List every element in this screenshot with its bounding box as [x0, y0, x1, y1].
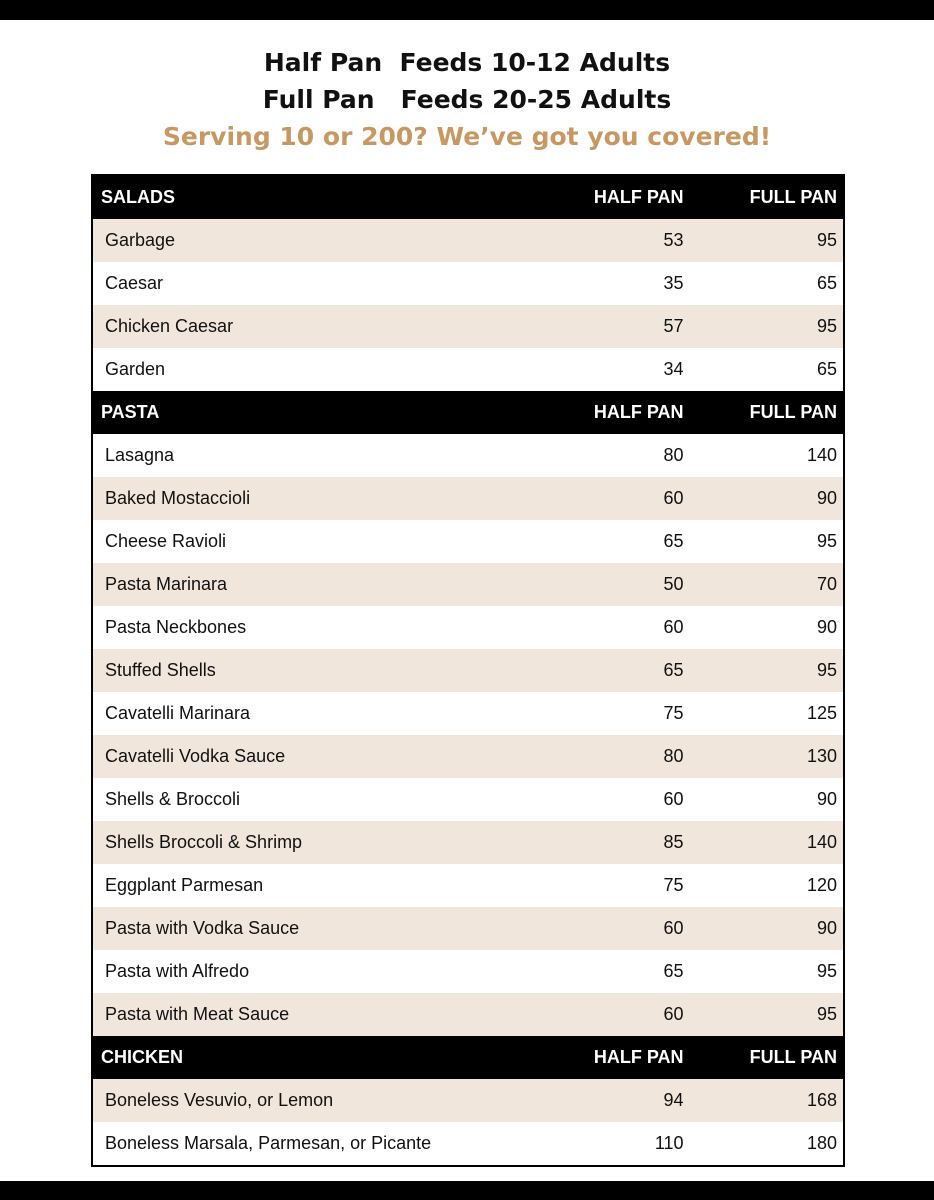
- full-pan-price: 90: [684, 477, 844, 520]
- full-pan-price: 130: [684, 735, 844, 778]
- item-name: Chicken Caesar: [92, 305, 553, 348]
- full-pan-price: 65: [816, 359, 837, 379]
- item-name: Pasta Neckbones: [105, 617, 247, 637]
- menu-row: [92, 993, 844, 1036]
- section-title: SALADS: [92, 175, 553, 219]
- catering-menu-table: [91, 174, 845, 1167]
- menu-row: [92, 262, 844, 305]
- section-header-salads: [92, 175, 844, 219]
- tagline: Serving 10 or 200? We’ve got you covered!: [162, 122, 772, 151]
- half-pan-feeds-text: Half Pan Feeds 10-12 Adults: [263, 48, 671, 77]
- item-name: Eggplant Parmesan: [105, 875, 264, 895]
- half-pan-column-header: HALF PAN: [553, 175, 683, 219]
- menu-row: [92, 864, 844, 907]
- full-pan-price: 120: [806, 875, 837, 895]
- half-pan-price: 80: [663, 445, 684, 465]
- full-pan-price: 125: [806, 703, 837, 723]
- half-pan-price: 75: [663, 703, 684, 723]
- full-pan-price: 95: [684, 993, 844, 1036]
- full-pan-column-header: FULL PAN: [684, 391, 844, 434]
- menu-row: [92, 778, 844, 821]
- half-pan-price: 50: [553, 563, 683, 606]
- item-name: Stuffed Shells: [92, 649, 553, 692]
- item-name: Cavatelli Vodka Sauce: [92, 735, 553, 778]
- menu-row: [92, 692, 844, 735]
- menu-heading: [0, 44, 934, 155]
- full-pan-price: 95: [684, 649, 844, 692]
- half-pan-price: 60: [553, 477, 683, 520]
- full-pan-price: 65: [816, 273, 837, 293]
- half-pan-price: 60: [663, 617, 684, 637]
- half-pan-column-header: HALF PAN: [553, 391, 683, 434]
- full-pan-price: 140: [684, 821, 844, 864]
- item-name: Boneless Vesuvio, or Lemon: [92, 1079, 553, 1122]
- menu-row: [92, 1079, 844, 1122]
- item-name: Pasta with Vodka Sauce: [92, 907, 553, 950]
- menu-row: [92, 348, 844, 391]
- item-name: Lasagna: [105, 445, 175, 465]
- half-pan-price: 34: [663, 359, 684, 379]
- full-pan-price: 140: [806, 445, 837, 465]
- half-pan-price: 57: [553, 305, 683, 348]
- item-name: Garbage: [92, 219, 553, 262]
- section-title: CHICKEN: [92, 1036, 553, 1079]
- full-pan-price: 70: [684, 563, 844, 606]
- menu-row: [92, 477, 844, 520]
- full-pan-price: 95: [816, 531, 837, 551]
- half-pan-price: 35: [663, 273, 684, 293]
- half-pan-column-header: HALF PAN: [553, 1036, 683, 1079]
- item-name: Garden: [105, 359, 166, 379]
- item-name: Baked Mostaccioli: [92, 477, 553, 520]
- item-name: Pasta Marinara: [92, 563, 553, 606]
- menu-row: [92, 821, 844, 864]
- menu-row: [92, 950, 844, 993]
- menu-row: [92, 563, 844, 606]
- menu-row: [92, 520, 844, 563]
- full-pan-price: 95: [684, 305, 844, 348]
- half-pan-price: 65: [553, 649, 683, 692]
- half-pan-price: 60: [553, 993, 683, 1036]
- menu-row: [92, 219, 844, 262]
- menu-row: [92, 305, 844, 348]
- full-pan-price: 180: [806, 1133, 837, 1153]
- half-pan-price: 53: [553, 219, 683, 262]
- full-pan-price: 90: [684, 907, 844, 950]
- full-pan-column-header: FULL PAN: [684, 175, 844, 219]
- full-pan-price: 90: [816, 617, 837, 637]
- item-name: Cheese Ravioli: [105, 531, 227, 551]
- half-pan-price: 80: [553, 735, 683, 778]
- section-header-pasta: [92, 391, 844, 434]
- full-pan-price: 95: [816, 961, 837, 981]
- half-pan-price: 60: [553, 907, 683, 950]
- item-name: Shells Broccoli & Shrimp: [92, 821, 553, 864]
- full-pan-price: 90: [816, 789, 837, 809]
- full-pan-column-header: FULL PAN: [684, 1036, 844, 1079]
- section-header-chicken: [92, 1036, 844, 1079]
- item-name: Pasta with Alfredo: [105, 961, 250, 981]
- item-name: Boneless Marsala, Parmesan, or Picante: [105, 1133, 432, 1153]
- half-pan-price: 110: [654, 1133, 684, 1153]
- top-border-bar: [0, 0, 934, 20]
- half-pan-price: 85: [553, 821, 683, 864]
- half-pan-price: 60: [663, 789, 684, 809]
- menu-row: [92, 606, 844, 649]
- menu-row: [92, 649, 844, 692]
- half-pan-price: 75: [663, 875, 684, 895]
- full-pan-price: 168: [684, 1079, 844, 1122]
- item-name: Caesar: [105, 273, 164, 293]
- full-pan-price: 95: [684, 219, 844, 262]
- menu-row: [92, 434, 844, 477]
- item-name: Shells & Broccoli: [105, 789, 241, 809]
- menu-row: [92, 907, 844, 950]
- menu-row: [92, 1122, 844, 1166]
- section-title: PASTA: [92, 391, 553, 434]
- item-name: Cavatelli Marinara: [105, 703, 251, 723]
- half-pan-price: 94: [553, 1079, 683, 1122]
- half-pan-price: 65: [663, 531, 684, 551]
- menu-row: [92, 735, 844, 778]
- bottom-border-bar: [0, 1181, 934, 1200]
- item-name: Pasta with Meat Sauce: [92, 993, 553, 1036]
- full-pan-feeds-text: Full Pan Feeds 20-25 Adults: [262, 85, 672, 114]
- half-pan-price: 65: [663, 961, 684, 981]
